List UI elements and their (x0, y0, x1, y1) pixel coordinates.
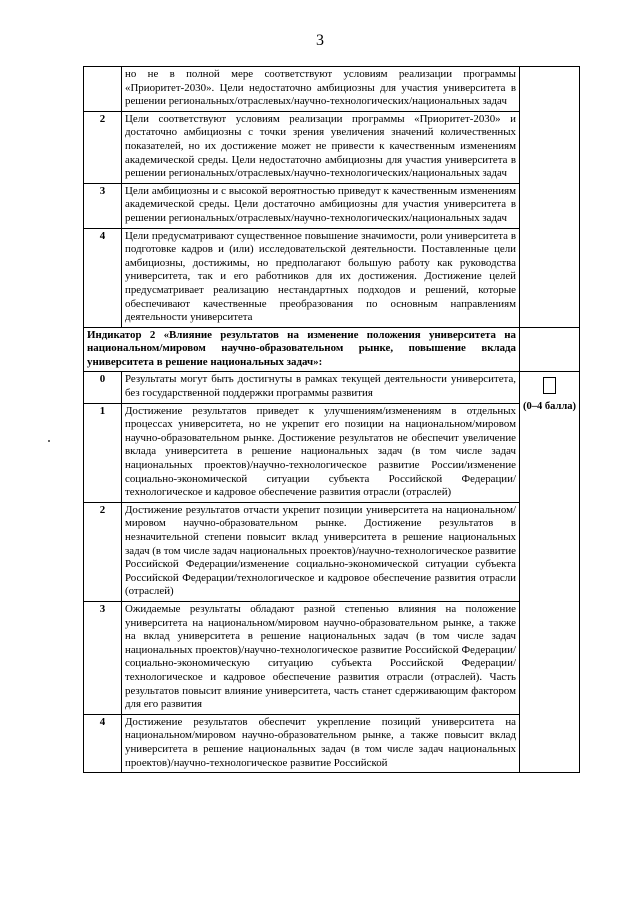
score-description: но не в полной мере соответствуют условиям реализации программы «Приоритет-2030». Цели недостаточно амбициозны для участия университета в решении региональных/отраслевых/научно-технологических/национальных задач (122, 67, 520, 112)
table-row (84, 714, 580, 772)
score-range-label: (0–4 балла) (523, 401, 576, 413)
table-row (84, 372, 580, 403)
score-description: Цели соответствуют условиям реализации программы «Приоритет-2030» и достаточно амбициозны с точки зрения увеличения значений количественных показателей, но их достижение может не привести к качественным изменениям академической среды. Цели недостаточно амбициозны для участия университета в решении региональных/отраслевых/научно-технологических/национальных задач (122, 111, 520, 183)
score-number: 4 (84, 228, 122, 327)
criteria-table (83, 66, 580, 773)
score-description: Цели амбициозны и с высокой вероятностью приведут к качественным изменениям академической среды. Цели достаточно амбициозны для участия университета в решении региональных/отраслевых/научно-технологических/национальных задач (122, 183, 520, 228)
score-number: 2 (84, 502, 122, 601)
table-row (84, 403, 580, 502)
indicator-title: Индикатор 2 «Влияние результатов на изменение положения университета на национальном/мировом научно-образовательном рынке, повышение вклада университета в решение национальных задач»: (84, 327, 520, 372)
score-description: Ожидаемые результаты обладают разной степенью влияния на положение университета на национальном/мировом научно-образовательном рынке, а также на вклад университета в решение национальных задач (в том числе задач национальных проектов)/научно-технологическое развитие Российской Федерации/социально-экономическую ситуацию субъекта Российской Федерации/технологическое и кадровое обеспечение развития отрасли (отраслей). Часть результатов повысит влияние университета, часть станет сдерживающим фактором для его развития (122, 601, 520, 714)
table-row (84, 228, 580, 327)
score-number: 1 (84, 403, 122, 502)
score-cell-empty (520, 67, 580, 328)
score-description: Результаты могут быть достигнуты в рамках текущей деятельности университета, без государственной поддержки программы развития (122, 372, 520, 403)
score-description: Достижение результатов приведет к улучшениям/изменениям в отдельных процессах университета, но не укрепит его позиции на национальном/мировом научно-образовательном рынке. Достижение результатов не обеспечит увеличение вклада университета в решение национальных задач (в том числе задач национальных проектов)/научно-технологическое развитие России/изменение социально-экономической ситуации субъекта Российской Федерации/технологическое и кадровое обеспечение развития отрасли (отраслей) (122, 403, 520, 502)
score-description: Достижение результатов отчасти укрепит позиции университета на национальном/мировом научно-образовательном рынке. Достижение результатов в незначительной степени повысит вклад университета в решение национальных задач (в том числе задач национальных проектов)/научно-технологическое развитие Российской Федерации/изменение социально-экономической ситуации субъекта Российской Федерации/технологическое и кадровое обеспечение развития отрасли (отраслей) (122, 502, 520, 601)
score-input-box[interactable] (543, 377, 556, 394)
score-number: 0 (84, 372, 122, 403)
score-number: 4 (84, 714, 122, 772)
table-row (84, 601, 580, 714)
page-number: 3 (316, 32, 324, 49)
score-description: Цели предусматривают существенное повышение значимости, роли университета в подготовке кадров и (или) исследовательской деятельности. Поставленные цели амбициозны, достижимы, но предполагают большую работу как руководства университета, так и его работников для их достижения. Достижение целей предусматривает реализацию нестандартных подходов и решений, которые обеспечивают качественные преобразования по основным направлениям деятельности университета (122, 228, 520, 327)
score-number: 3 (84, 183, 122, 228)
table-row (84, 502, 580, 601)
table-row (84, 183, 580, 228)
score-description: Достижение результатов обеспечит укрепление позиций университета на национальном/мировом научно-образовательном рынке, а также повысит вклад университета в решение национальных задач (в том числе задач национальных проектов)/научно-технологическое развитие Российской (122, 714, 520, 772)
indicator-row (84, 327, 580, 372)
score-cell-empty (520, 327, 580, 372)
scan-speck (48, 440, 50, 442)
score-cell (520, 372, 580, 773)
score-number: 3 (84, 601, 122, 714)
table-row (84, 67, 580, 112)
table-row (84, 111, 580, 183)
score-number: 2 (84, 111, 122, 183)
score-number (84, 67, 122, 112)
